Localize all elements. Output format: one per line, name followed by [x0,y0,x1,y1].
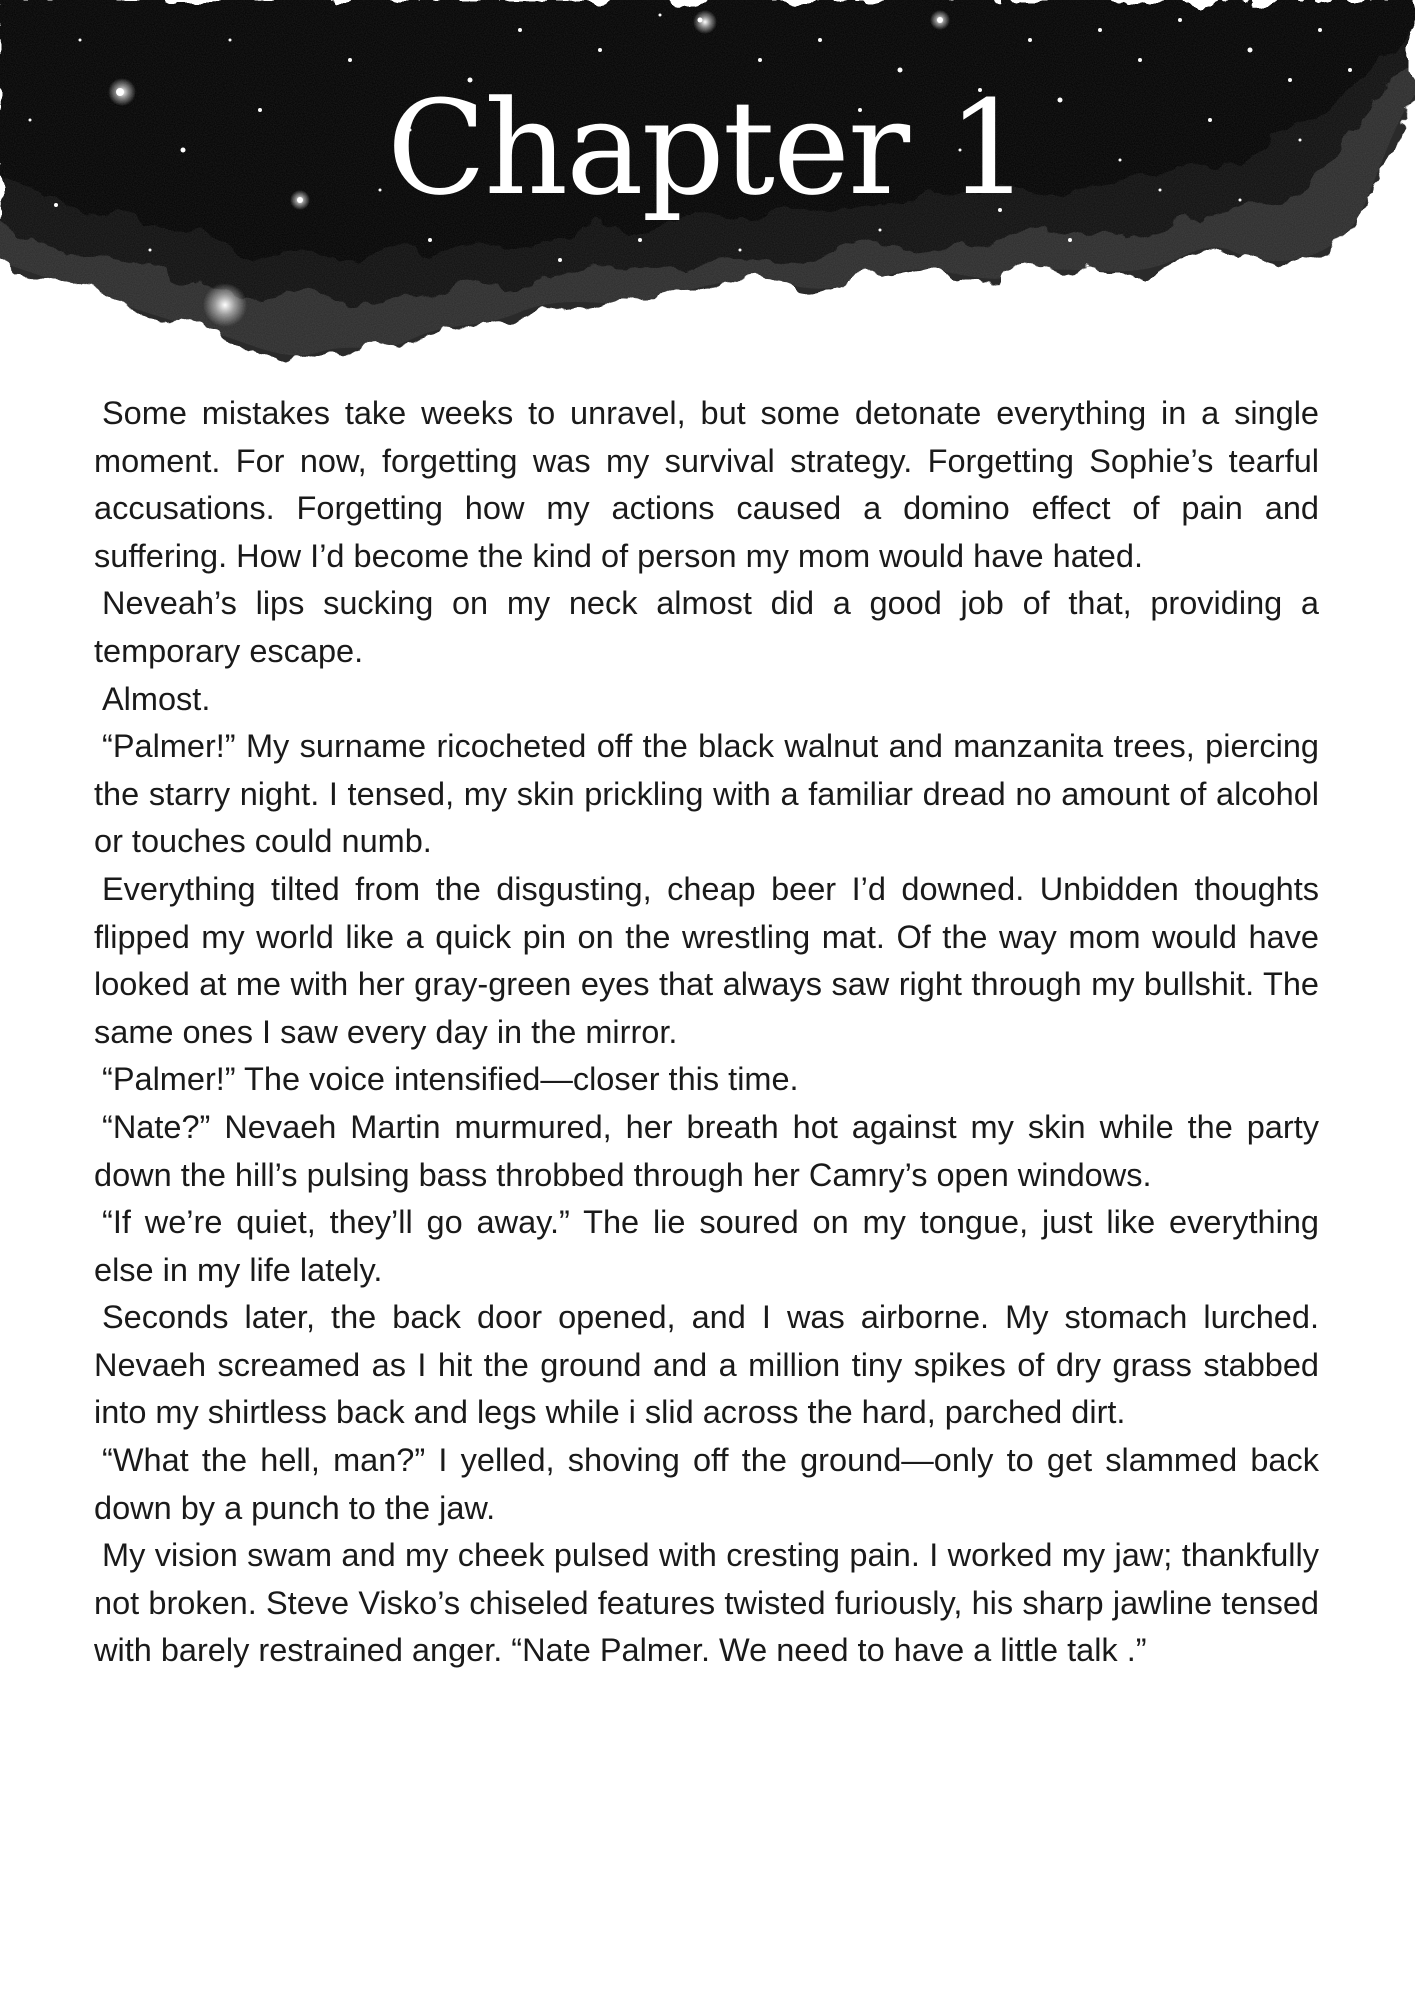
paragraph: Everything tilted from the disgusting, cheap beer I’d downed. Unbidden thoughts flipped my world like a quick pin on the wrestling mat. Of the way mom would have looked at me with her gray-green eyes that always saw right through my bullshit. The same ones I saw every day in the mirror. [94,870,1319,1050]
paragraph: My vision swam and my cheek pulsed with cresting pain. I worked my jaw; thankfully not broken. Steve Visko’s chiseled features twisted furiously, his sharp jawline tensed with barely restrained anger. “Nate Palmer. We need to have a little talk .” [94,1537,1319,1669]
paragraph: “Nate?” Nevaeh Martin murmured, her breath hot against my skin while the party down the hill’s pulsing bass throbbed through her Camry’s open windows. [94,1108,1319,1193]
paragraph: “Palmer!” The voice intensified—closer this time. [102,1061,799,1098]
paragraph: “If we’re quiet, they’ll go away.” The lie soured on my tongue, just like everything else in my life lately. [94,1204,1319,1288]
chapter-body [94,390,1319,1675]
paragraph: Neveah’s lips sucking on my neck almost did a good job of that, providing a temporary escape. [94,585,1319,669]
paragraph: “Palmer!” My surname ricocheted off the black walnut and manzanita trees, piercing the starry night. I tensed, my skin prickling with a familiar dread no amount of alcohol or touches could numb. [94,728,1319,860]
paragraph: Seconds later, the back door opened, and I was airborne. My stomach lurched. Nevaeh screamed as I hit the ground and a million tiny spikes of dry grass stabbed into my shirtless back and legs while i slid across the hard, parched dirt. [94,1299,1319,1431]
paragraph: Some mistakes take weeks to unravel, but some detonate everything in a single moment. For now, forgetting was my survival strategy. Forgetting Sophie’s tearful accusations. Forgetting how my actions caused a domino effect of pain and suffering. How I’d become the kind of person my mom would have hated. [94,395,1319,574]
chapter-title: Chapter 1 [386,72,1029,224]
paragraph: “What the hell, man?” I yelled, shoving off the ground—only to get slammed back down by a punch to the jaw. [94,1442,1319,1526]
paragraph: Almost. [102,680,211,717]
